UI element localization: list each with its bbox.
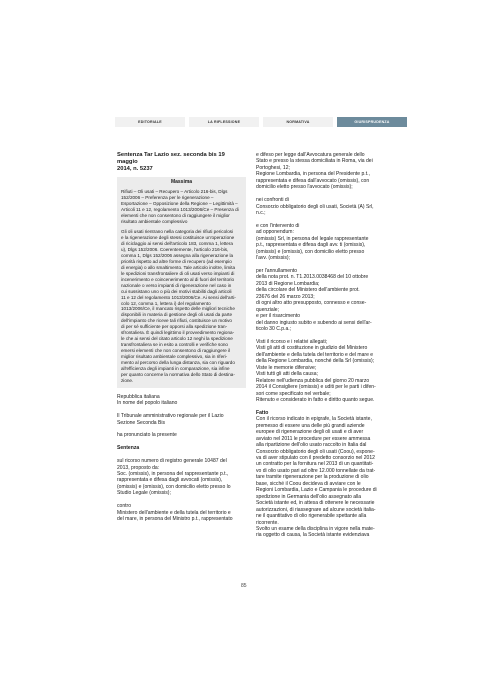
text-line: n.c.; (256, 210, 266, 217)
massima-line: elementi che non consentono di raggiungere il miglior (121, 213, 230, 219)
text-line: p.t., rappresentata e difesa dagli avv. ti (omissis), (256, 242, 366, 249)
massima-line: le che ai sensi del citato articolo 12 neghi la spedizione (121, 336, 233, 342)
massima-line: mento al percorso della lunga distanza, sia con riguardo (121, 360, 235, 366)
text-line: ricorrente. (256, 519, 279, 526)
paragraph (117, 458, 246, 497)
massima-line: cui sussistano uno o più dei motivi stabiliti dagli articoli (121, 288, 232, 294)
text-line: Società istante ed, in attesa di ottenere le necessarie (256, 500, 375, 507)
text-line: 2013, proposto da: (117, 464, 160, 471)
text-line: Il Tribunale amministrativo regionale per il Lazio (117, 413, 224, 420)
text-line: Visti il ricorso e i relativi allegati; (256, 338, 328, 345)
text-line: ne il quantitativo di olio rigenerabile spettante alla (256, 513, 367, 520)
paragraph (256, 410, 386, 539)
massima-line: all'efficienza degli impianti in comparazione, sia infine (121, 365, 230, 371)
massima-line: le spedizioni transfrontaliere di oli usati verso impianti di (121, 270, 235, 276)
massima-line: colo 12, comma 1, lettera i) del regolamento (121, 300, 211, 306)
text-line: ria oggetto di causa, la Società istante evidenziava (256, 532, 370, 539)
right-column (256, 152, 386, 539)
text-line: per l'annullamento (256, 267, 298, 274)
massima-line: zione. (121, 377, 134, 383)
text-line: Sentenza (117, 445, 140, 452)
title-line-2: 2014, n. 5237 (117, 165, 153, 172)
massima-line: di energia) o allo smaltimento. Tale articolo inoltre, limita (121, 264, 236, 270)
massima-line: risultato ambientale complessivo (121, 219, 188, 225)
massima-line: priorità rispetto ad altre forme di recupero (ad esempio (121, 258, 232, 264)
text-line: Consorzio obbligatorio degli oli usati, Società (A) Srl, (256, 203, 374, 210)
text-line: Viste le memorie difensive; (256, 364, 317, 371)
title-line-1: Sentenza Tar Lazio sez. seconda bis 19 maggio (117, 152, 225, 165)
paragraph (256, 339, 386, 404)
massima-line: 152/2006 – Preferenza per le rigenerazione – (121, 195, 214, 201)
paragraph (256, 223, 386, 262)
massima-line: Gli oli usati rientrano nella categoria dei rifiuti pericolosi (121, 229, 234, 235)
paragraph (256, 197, 386, 216)
text-line: rappresentata e difesa dagli avvocati (omissis), (117, 477, 223, 484)
text-line: europee di rigenerazione degli oli usati e di aver (256, 429, 364, 436)
text-line: nei confronti di (256, 197, 289, 204)
text-line: Studio Legale (omissis); (117, 490, 171, 497)
text-line: Fatto (256, 409, 269, 416)
tab-la-riflessione: LA RIFLESSIONE (189, 117, 259, 127)
massima-line: e la rigenerazione degli stessi costituisce un'operazione (121, 235, 235, 241)
text-line: sori come specificato nel verbale; (256, 390, 331, 397)
right-body (256, 152, 386, 539)
text-line: e con l'intervento di (256, 222, 300, 229)
text-line: Sezione Seconda Bis (117, 419, 165, 426)
text-line: del danno ingiusto subito e subendo ai sensi dell'ar- (256, 319, 372, 326)
paragraph (117, 394, 246, 407)
text-line: In nome del popolo italiano (117, 400, 178, 407)
text-line: Visti gli atti di costituzione in giudizio del Ministero (256, 345, 368, 352)
massima-line: incenerimento e coincenerimento al di fuori del territorio (121, 276, 235, 282)
tab-normativa: NORMATIVA (263, 117, 333, 127)
text-line: della nota prot. n. T1.2013.0038468 del 10 ottobre (256, 274, 369, 281)
text-line: 23676 del 26 marzo 2013; (256, 293, 315, 300)
massima-line: per quanto concerne la normativa dello Stato di destina- (121, 371, 235, 377)
massima-line: sfrontaliera. È quindi legittimo il provvedimento regiona- (121, 330, 235, 336)
text-line: Soc. (omissis), in persona del rappresentante p.t., (117, 471, 229, 478)
text-line: ticolo 30 C.p.a.; (256, 326, 292, 333)
text-line: 2013 di Regione Lombardia; (256, 280, 320, 287)
massima-line: nazionale o verso impianti di rigenerazione nel caso in (121, 282, 232, 288)
left-body (117, 394, 246, 523)
text-line: e per il risarcimento (256, 313, 301, 320)
massima-box (117, 177, 246, 387)
massima-text (121, 229, 242, 384)
text-line: avviato nel 2011 le procedure per essere ammessa (256, 435, 371, 442)
section-tabs (115, 117, 407, 127)
text-line: ha pronunciato la presente (117, 432, 177, 439)
massima-line: dell'impianto che riceve tali rifiuti, costituisce un motivo (121, 318, 232, 324)
massima-line: Rifiuti – Oli usati – Recupero – Articolo 216-bis, Dlgs (121, 189, 228, 195)
text-line: Ritenuto e considerato in fatto e diritto quanto segue. (256, 396, 375, 403)
text-line: della circolare del Ministero dell'ambiente prot. (256, 287, 360, 294)
text-line: domicilio eletto presso l'avvocato (omissis); (256, 184, 353, 191)
page-number: 85 (241, 583, 247, 589)
text-line: base, sicché il Coou decideva di avviare con le (256, 480, 361, 487)
text-line: sul ricorso numero di registro generale 10487 del (117, 458, 227, 465)
massima-line: comma 1, Dlgs 152/2006 assegna alla rigenerazione la (121, 252, 234, 258)
text-line: Ministero dell'ambiente e della tutela del territorio e (117, 509, 231, 516)
massima-line: Esportazione – Opposizione della Regione – Legittimità – (121, 201, 238, 207)
text-line: del mare, in persona del Ministro p.t., rappresentato (117, 516, 233, 523)
text-line: di ogni altro atto presupposto, connesso e conse- (256, 300, 367, 307)
text-line: alla ripartizione dell'olio usato raccolto in Italia dal (256, 442, 367, 449)
text-line: Consorzio obbligatorio degli oli usati (Coou), espone- (256, 448, 375, 455)
paragraph (256, 268, 386, 333)
text-line: ad opponendum: (256, 229, 294, 236)
massima-line: transfrontaliera se in esito a controlli e verifiche sono (121, 342, 228, 348)
text-line: vo di olio usato pari ad oltre 12.000 tonnellate da trat- (256, 467, 376, 474)
text-line: (omissis) e (omissis), con domicilio eletto presso lo (117, 483, 231, 490)
paragraph (256, 152, 386, 191)
massima-line: emersi elementi che non consentono di raggiungere il (121, 348, 231, 354)
massima-line: miglior risultato ambientale complessivo, sia in riferi- (121, 354, 228, 360)
massima-line: Articoli 11 e 12, regolamento 1013/2006/Ce – Presenza di (121, 207, 239, 213)
massima-line: di per sé sufficiente per opporsi alla spedizione tran- (121, 324, 228, 330)
text-line: della Regione Lombardia, nonché della Srl (omissis); (256, 358, 375, 365)
text-line: premesso di essere una delle più grandi aziende (256, 422, 365, 429)
paragraph (117, 503, 246, 522)
massima-line: di riciclaggio ai sensi dell'articolo 183, comma 1, lettera (121, 240, 233, 246)
text-line: Regione Lombardia, in persona del Presidente p.t., (256, 171, 370, 178)
text-line: (omissis) Srl, in persona del legale rappresentante (256, 235, 369, 242)
text-line: Portoghesi, 12; (256, 164, 290, 171)
text-line: quenziale; (256, 306, 280, 313)
text-line: dell'ambiente e della tutela del territorio e del mare e (256, 351, 374, 358)
tab-giurisprudenza: GIURISPRUDENZA (337, 117, 407, 127)
text-line: Repubblica italiana (117, 393, 160, 400)
text-line: tare tramite rigenerazione per la produzione di olio (256, 474, 369, 481)
text-line: Con il ricorso indicato in epigrafe, la Società istante, (256, 416, 372, 423)
massima-line: disponibili in materia di gestione degli oli usati da parte (121, 312, 233, 318)
text-line: Visti tutti gli atti della causa; (256, 371, 318, 378)
text-line: un contratto per la fornitura nel 2013 di un quantitati- (256, 461, 374, 468)
tab-editoriale: EDITORIALE (115, 117, 185, 127)
left-column (117, 152, 246, 523)
massima-line: 1013/2006/Ce, il mancato rispetto delle migliori tecniche (121, 306, 235, 312)
article-title (117, 152, 246, 172)
massima-heading: Massima (170, 179, 193, 186)
text-line: autorizzazioni, di riassegnare ad alcune società italia- (256, 506, 376, 513)
text-line: va di aver stipulato con il predetto consorzio nel 2012 (256, 454, 375, 461)
text-line: Regioni Lombardia, Lazio e Campania le procedure di (256, 487, 377, 494)
text-line: Relatore nell'udienza pubblica del giorno 20 marzo (256, 377, 370, 384)
text-line: e difeso per legge dall'Avvocatura generale dello (256, 152, 365, 158)
paragraph (117, 413, 246, 426)
text-line: (omissis) e (omissis), con domicilio eletto presso (256, 248, 365, 255)
massima-line: 11 e 12 del regolamento 1013/2006/Ce. Ai sensi dell'arti- (121, 294, 236, 300)
text-line: l'avv. (omissis); (256, 255, 290, 262)
text-line: contro (117, 503, 132, 510)
text-line: rappresentata e difesa dall'avvocato (omissis), con (256, 177, 370, 184)
text-line: Svolto un esame della disciplina in vigore nella mate- (256, 525, 375, 532)
text-line: spedizione in Germania dell'olio assegnato alla (256, 493, 362, 500)
text-line: 2014 il Consigliere (omissis) e uditi per le parti i difen- (256, 384, 376, 391)
massima-line: u), Dlgs 152/2006. Coerentemente, l'articolo 216-bis, (121, 246, 229, 252)
text-line: Stato e presso la stessa domiciliata in Roma, via dei (256, 158, 373, 165)
massima-summary (121, 189, 242, 225)
